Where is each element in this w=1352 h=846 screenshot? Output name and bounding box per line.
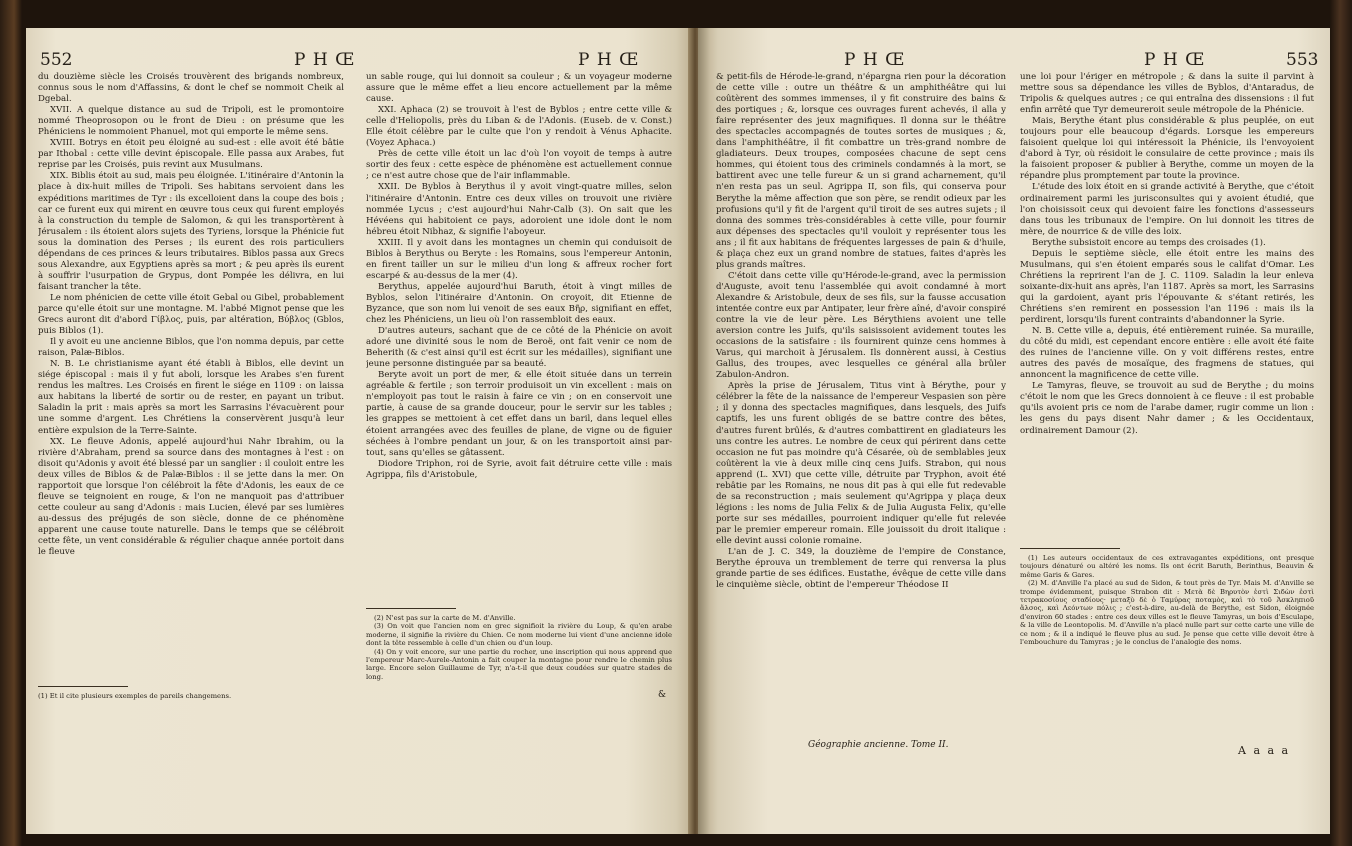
paragraph: (3) On voit que l'ancien nom en grec signifioit la rivière du Loup, & qu'en arabe moderne, il signifie la rivière du Chien. Ce nom moderne lui vient d'une ancienne idole dont la tête ressemble à celle d'un chien ou d'un loup. — [366, 622, 672, 648]
paragraph: Mais, Berythe étant plus considérable & plus peuplée, on eut toujours pour elle beaucoup d'égards. Lorsque les empereurs faisoient quelque loi qui intéressoit la Phénicie, ils l'envoyoient d'abord à Tyr, où résidoit le consulaire de cette province ; mais ils la faisoient proposer & publier à Berythe, comme un moyen de la répandre plus promptement par toute la province. — [1020, 116, 1314, 182]
paragraph: C'étoit dans cette ville qu'Hérode-le-grand, avec la permission d'Auguste, avoit tenu l'assemblée qui avoit condamné à mort Alexandre & Aristobule, deux de ses fils, sur la fausse accusation intentée contre eux par Antipater, leur frère aîné, d'avoir conspiré contre la vie de leur père. Les Bérythiens avoient une telle aversion contre les Juifs, qu'ils saisissoient avidement toutes les occasions de la satisfaire : ils fournirent quinze cens hommes à Varus, qui marchoit à Jérusalem. Ils donnèrent aussi, à Cestius Gallus, des troupes, avec lesquelles ce général alla brûler Zabulon-Andron. — [716, 270, 1006, 381]
footnote-rule — [366, 608, 456, 609]
right-column-2 — [1020, 72, 1314, 540]
signature-mark: A a a a — [1238, 744, 1291, 757]
paragraph: Après la prise de Jérusalem, Titus vint à Bérythe, pour y célébrer la fête de la naissance de l'empereur Vespasien son père ; il y donna des spectacles magnifiques, dans lesquels, des Juifs captifs, les uns furent obligés de se battre contre des bêtes, d'autres furent brûlés, & d'autres combattirent en gladiateurs les uns contre les autres. Le nombre de ceux qui périrent dans cette occasion ne fut pas moindre qu'à Césarée, où de semblables jeux coûtèrent la vie à deux mille cinq cens Juifs. Strabon, qui nous apprend (L. XVI) que cette ville, détruite par Tryphon, avoit été rebâtie par les Romains, ne nous dit pas à qui elle fut redevable de sa reconstruction ; mais seulement qu'Agrippa y plaça deux légions : les noms de Julia Felix & de Julia Augusta Felix, qu'elle porte sur ses médailles, pourroient indiquer qu'elle fut relevée par le premier empereur romain. Elle jouissoit du droit italique : elle devint aussi colonie romaine. — [716, 381, 1006, 546]
left-column-2 — [366, 72, 672, 602]
paragraph: du douzième siècle les Croisés trouvèrent des brigands nombreux, connus sous le nom d'Affassins, & dont le chef se nommoit Cheik al Dgebal. — [38, 72, 344, 105]
paragraph: Berythe subsistoit encore au temps des croisades (1). — [1032, 237, 1266, 248]
paragraph: Le Tamyras, fleuve, se trouvoit au sud de Berythe ; du moins c'étoit le nom que les Grecs donnoient à ce fleuve : il est probable qu'ils avoient pris ce nom de l'arabe damer, rugir comme un lion : les gens du pays disent Nahr damer ; & les Occidentaux, ordinairement Damour (2). — [1020, 381, 1314, 436]
paragraph: L'étude des loix étoit en si grande activité à Berythe, que c'étoit ordinairement parmi les jurisconsultes qui y avoient étudié, que l'on choisissoit ceux qui devoient faire les fonctions d'assesseurs dans tous les tribunaux de l'empire. On lui donnoit les titres de mère, de nourrice & de ville des loix. — [1020, 182, 1314, 237]
paragraph: Depuis le septième siècle, elle étoit entre les mains des Musulmans, qui s'en étoient emparés sous le califat d'Omar. Les Chrétiens la reprirent l'an de J. C. 1109. Saladin la leur enleva soixante-dix-huit ans après, l'an 1187. Après sa mort, les Sarrasins qui la gardoient, ayant pris l'épouvante & s'étant retirés, les Chrétiens s'en remirent en possession l'an 1196 : mais ils la perdirent, lorsqu'ils furent contraints d'abandonner la Syrie. — [1020, 248, 1314, 326]
right-page-number: 553 — [1286, 50, 1319, 70]
paragraph: D'autres auteurs, sachant que de ce côté de la Phénicie on avoit adoré une divinité sous le nom de Beroë, ont fait venir ce nom de Beherith (& c'est ainsi qu'il est écrit sur les médailles), signifiant une jeune personne distinguée par sa beauté. — [366, 326, 672, 370]
paragraph: (2) N'est pas sur la carte de M. d'Anville. — [374, 614, 516, 622]
paragraph: XXIII. Il y avoit dans les montagnes un chemin qui conduisoit de Biblos à Berythus ou Beryte : les Romains, sous l'empereur Antonin, en firent tailler un sur le milieu d'un long & affreux rocher fort escarpé & au-dessus de la mer (4). — [366, 237, 672, 281]
left-page — [26, 28, 696, 834]
paragraph: L'an de J. C. 349, la douzième de l'empire de Constance, Berythe éprouva un tremblement de terre qui renversa la plus grande partie de ses édifices. Eustathe, évêque de cette ville dans le cinquième siècle, obtint de l'empereur Théodose II — [716, 547, 1006, 591]
paragraph: XX. Le fleuve Adonis, appelé aujourd'hui Nahr Ibrahim, ou la rivière d'Abraham, prend sa source dans des montagnes à l'est : on disoit qu'Adonis y avoit été blessé par un sanglier : il couloit entre les deux villes de Biblos & de Palæ-Biblos : il se jette dans la mer. On rapportoit que lorsque l'on célébroit la fête d'Adonis, les eaux de ce fleuve se teignoient en rouge, & l'on ne manquoit pas d'attribuer cette couleur au sang d'Adonis : mais Lucien, élevé par ses lumières au-dessus des préjugés de son siècle, donne de ce phénomène apparent une cause toute naturelle. Dans le temps que se célébroit cette fête, un vent considérable & régulier chaque année portoit dans le fleuve — [38, 436, 344, 558]
paragraph: (1) Les auteurs occidentaux de ces extravagantes expéditions, ont presque toujours dénaturé ou altéré les noms. Ils ont écrit Baruth, Berinthus, Beauvin & même Garis & Gares. — [1020, 554, 1314, 579]
right-page — [698, 28, 1330, 834]
footnote-rule — [1020, 548, 1120, 549]
catchword: & — [658, 690, 667, 700]
paragraph: (2) M. d'Anville l'a placé au sud de Sidon, & tout près de Tyr. Mais M. d'Anville se trompe évidemment, puisque Strabon dit : Μετὰ δὲ Βηρυτὸν ἐστὶ Σιδὼν ἐστὶ τετρακοσίους σταδίους· μεταξὺ δὲ ὁ Ταμύρας ποταμὸς, καὶ τὸ τοῦ Ἀσκληπιοῦ ἄλσος, καὶ Λεόντων πόλις ; c'est-à-dire, au-delà de Berythe, est Sidon, éloignée d'environ 60 stades : entre ces deux villes est le fleuve Tamyras, un bois d'Esculape, & la ville de Leontopolis. M. d'Anville n'a placé nulle part sur cette carte une ville de ce nom ; & il a indiqué le fleuve plus au sud. Je pense que cette ville devoit être à l'embouchure du Tamyras ; je le conclus de l'analogie des noms. — [1020, 579, 1314, 647]
volume-footer: Géographie ancienne. Tome II. — [808, 740, 949, 750]
paragraph: Près de cette ville étoit un lac d'où l'on voyoit de temps à autre sortir des feux : cette espèce de phénomène est actuellement connue ; ce n'est autre chose que de l'air inflammable. — [366, 149, 672, 182]
page-shadow — [698, 28, 710, 834]
right-running-head-col2: P H Œ — [1144, 50, 1206, 70]
paragraph: XIX. Biblis étoit au sud, mais peu éloignée. L'itinéraire d'Antonin la place à dix-huit milles de Tripoli. Ses habitans servoient dans les expéditions maritimes de Tyr : ils excelloient dans la coupe des bois ; car ce furent eux qui mirent en œuvre tous ceux qui furent employés à la construction du temple de Salomon, & qui les transportèrent à Jérusalem : ils étoient alors sujets des Tyriens, lorsque la Phénicie fut sous la domination des Perses ; ils eurent des rois particuliers dépendans de ces princes & leurs tributaires. Biblos passa aux Grecs sous Alexandre, aux Egyptiens après sa mort ; & peu après ils eurent à souffrir l'usurpation de Grypus, dont Pompée les délivra, en lui faisant trancher la tête. — [38, 171, 344, 292]
left-column-1 — [38, 72, 344, 682]
paragraph: N. B. Cette ville a, depuis, été entièrement ruinée. Sa muraille, du côté du midi, est cependant encore entière : elle avoit été faite des ruines de l'ancienne ville. On y voit différens restes, entre autres des pavés de mosaïque, des fragmens de statues, qui annoncent la magnificence de cette ville. — [1020, 326, 1314, 381]
paragraph: (4) On y voit encore, sur une partie du rocher, une inscription qui nous apprend que l'empereur Marc-Aurele-Antonin a fait couper la montagne pour rendre le chemin plus large. Encore selon Guillaume de Tyr, n'a-t-il que deux coudées sur quatre stades de long. — [366, 647, 672, 681]
left-col1-footnote: (1) Et il cite plusieurs exemples de pareils changemens. — [38, 692, 232, 700]
paragraph: Beryte avoit un port de mer, & elle étoit située dans un terrein agréable & fertile ; son terroir produisoit un vin excellent : mais on n'employoit pas tout le raisin à faire ce vin ; on en conservoit une partie, à cause de sa grande douceur, pour le servir sur les tables ; les grappes se mettoient à cet effet dans un baril, dans lequel elles étoient arrangées avec des feuilles de plane, de vigne ou de figuier séchées à l'ombre pendant un jour, & on les transportoit ainsi par-tout, sans qu'elles se gâtassent. — [366, 370, 672, 458]
paragraph: XXII. De Byblos à Berythus il y avoit vingt-quatre milles, selon l'itinéraire d'Antonin. Entre ces deux villes on trouvoit une rivière nommée Lycus ; c'est aujourd'hui Nahr-Calb (3). On sait que les Hévéens qui habitoient ce pays, adoroient une idole dont le nom hébreu étoit Nibhaz, & signifie l'aboyeur. — [366, 182, 672, 237]
paragraph: Diodore Triphon, roi de Syrie, avoit fait détruire cette ville : mais Agrippa, fils d'Aristobule, — [366, 458, 672, 480]
paragraph: un sable rouge, qui lui donnoit sa couleur ; & un voyageur moderne assure que le même effet a lieu encore actuellement par la même cause. — [366, 72, 672, 105]
left-page-number: 552 — [40, 50, 73, 70]
left-running-head-col2: P H Œ — [578, 50, 640, 70]
right-column-1 — [716, 72, 1006, 732]
paragraph: XVII. A quelque distance au sud de Tripoli, est le promontoire nommé Theoprosopon ou le front de Dieu : on présume que les Phéniciens le nommoient Phanuel, mot qui emporte le même sens. — [38, 105, 344, 138]
paragraph: une loi pour l'ériger en métropole ; & dans la suite il parvint à mettre sous sa dépendance les villes de Byblos, d'Antaradus, de Tripolis & quelques autres ; ce qui entraîna des dissensions : il fut enfin arrêté que Tyr demeureroit seule métropole de la Phénicie. — [1020, 72, 1314, 116]
paragraph: Il y avoit eu une ancienne Biblos, que l'on nomma depuis, par cette raison, Palæ-Biblos. — [38, 337, 344, 359]
paragraph: & petit-fils de Hérode-le-grand, n'épargna rien pour la décoration de cette ville : outre un théâtre & un amphithéâtre qui lui coûtèrent des sommes immenses, il y fit construire des bains & des portiques ; &, lorsque ces ouvrages furent achevés, il alla y faire représenter des jeux magnifiques. Il donna sur le théâtre des spectacles accompagnés de toutes sortes de musiques ; &, dans l'amphithéâtre, il fit combattre un très-grand nombre de gladiateurs. Deux troupes, composées chacune de sept cens hommes, qui étoient tous des criminels condamnés à la mort, se battirent avec une telle fureur & un si grand acharnement, qu'il n'en resta pas un seul. Agrippa II, son fils, qui conserva pour Berythe la même affection que son père, se rendit odieux par les profusions qu'il y fit de l'argent qu'il tiroit de ses autres sujets ; il donna des sommes très-considérables à cette ville, pour fournir aux dépenses des spectacles qu'il vouloit y représenter tous les ans ; il fit aux habitans de fréquentes largesses de pain & d'huile, & plaça chez eux un grand nombre de statues, faites d'après les plus grands maîtres. — [716, 72, 1006, 270]
left-running-head: P H Œ — [294, 50, 356, 70]
paragraph: N. B. Le christianisme ayant été établi à Biblos, elle devint un siége épiscopal : mais il y fut aboli, lorsque les Arabes s'en furent rendus les maîtres. Les Croisés en firent le siége en 1109 : on laissa aux habitans la liberté de sortir ou de rester, en payant un tribut. Saladin la prit : mais après sa mort les Sarrasins l'évacuèrent pour une somme d'argent. Les Chrétiens la conservèrent jusqu'à leur entière expulsion de la Terre-Sainte. — [38, 359, 344, 436]
paragraph: Berythus, appelée aujourd'hui Baruth, étoit à vingt milles de Byblos, selon l'itinéraire d'Antonin. On croyoit, dit Etienne de Byzance, que son nom lui venoit de ses eaux Βῆρ, signifiant en effet, chez les Phéniciens, un lieu où l'on rassembloit des eaux. — [366, 281, 672, 326]
left-col2-footnotes — [366, 614, 672, 681]
right-col2-footnotes — [1020, 554, 1314, 646]
right-running-head: P H Œ — [844, 50, 906, 70]
footnote-rule — [38, 686, 128, 687]
paragraph: Le nom phénicien de cette ville étoit Gebal ou Gibel, probablement parce qu'elle étoit sur une montagne. M. l'abbé Mignot pense que les Grecs auront dit d'abord Γίβλος, puis, par altération, Βύβλος (Gblos, puis Biblos (1). — [38, 292, 344, 337]
paragraph: XXI. Aphaca (2) se trouvoit à l'est de Byblos ; entre cette ville & celle d'Heliopolis, près du Liban & de l'Adonis. (Euseb. de v. Const.) Elle étoit célèbre par le culte que l'on y rendoit à Vénus Aphacite. (Voyez Aphaca.) — [366, 105, 672, 149]
paragraph: XVIII. Botrys en étoit peu éloigné au sud-est : elle avoit été bâtie par Ithobal : cette ville devint épiscopale. Elle passa aux Arabes, fut reprise par les Croisés, puis revint aux Musulmans. — [38, 138, 344, 171]
